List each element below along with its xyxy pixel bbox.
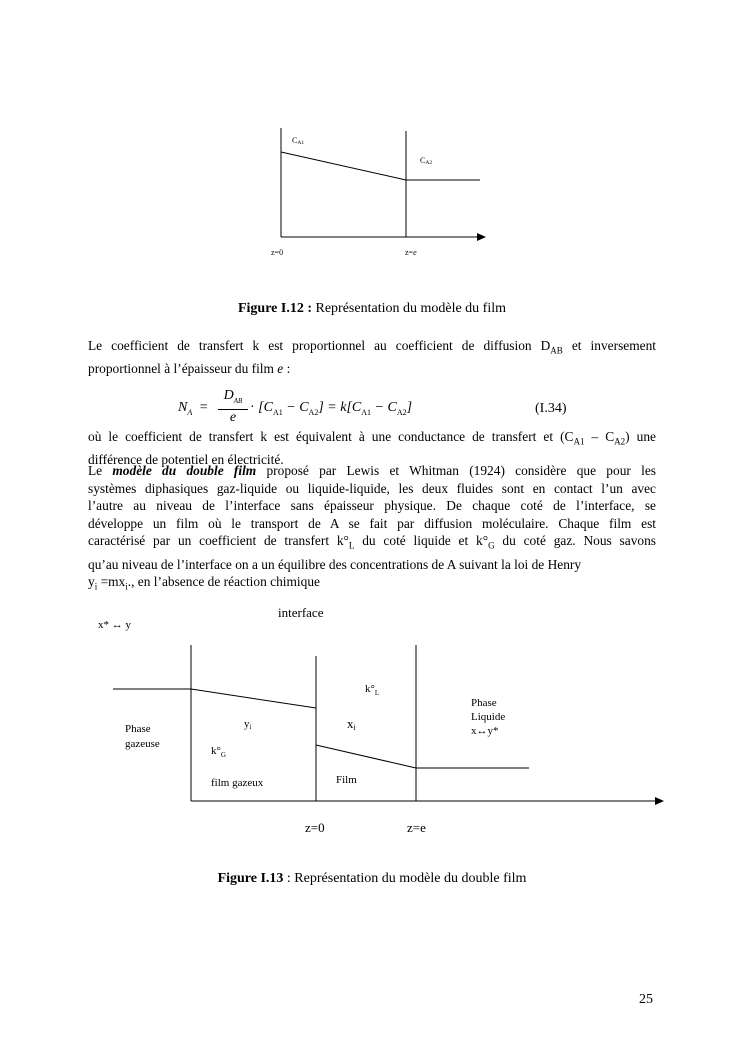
figure-film-model — [0, 0, 744, 300]
label-phase-liq-3: x↔y* — [471, 725, 499, 737]
figure-caption-2: Figure I.13 : Représentation du modèle du double film — [217, 871, 527, 886]
label-z0: z=0 — [271, 248, 284, 257]
label-axis: x* ↔ y — [98, 619, 131, 631]
paragraph-2: où le coefficient de transfert k est équivalent à une conductance de transfert et $(C_{A1} - C_{A2})$ une différence de potentiel en électricité. — [88, 429, 656, 468]
label-kg: $k^\circ_G$ — [211, 745, 226, 759]
label-film: Film — [336, 774, 357, 786]
gas-film-profile — [191, 689, 316, 708]
label-z0-2: z=0 — [305, 820, 325, 835]
label-ze: z=e — [405, 248, 417, 257]
page-number: 25 — [639, 992, 653, 1007]
label-ca1: CA1 — [292, 136, 305, 146]
equation-lhs: $N_A$ = — [178, 400, 208, 417]
x-axis-arrow-2 — [655, 797, 664, 805]
label-film-gas: film gazeux — [211, 777, 264, 789]
equation-fraction: $D_{AB}$ e — [218, 388, 248, 426]
equation-rhs: · $[C_{A1} - C_{A2}] = k[C_{A1} - C_{A2}]$ — [250, 400, 413, 417]
label-phase-liq-1: Phase — [471, 697, 497, 709]
label-ze-2: z=e — [407, 820, 426, 835]
concentration-profile — [281, 152, 406, 180]
label-yi: yi — [244, 718, 252, 731]
liquid-film-profile — [316, 745, 416, 768]
label-xi: xi — [347, 716, 356, 732]
figure-caption-1: Figure I.12 : Représentation du modèle du film — [237, 301, 507, 316]
label-phase-gas-1: Phase — [125, 723, 151, 735]
x-axis-arrow — [477, 233, 486, 241]
label-interface: interface — [278, 605, 324, 620]
paragraph-3: Le modèle du double film proposé par Lewis et Whitman (1924) considère que pour les systèmes diphasiques gaz-liquide ou liquide-liquide, les deux fluides sont en contact l’un avec l’autre au niveau de l’interface sans épaisseur physique. De chaque coté de l’interface, se développe un film où le transport de A se fait par diffusion moléculaire. Chaque film est caractérisé par un coefficient de transfert $k^\circ_L$ du coté liquide et $k^\circ_G$ du coté gaz. Nous savons qu’au niveau de l’interface on a un équilibre des concentrations de A suivant la loi de Henry $y_i =mx_i$., en l’absence de réaction chimique — [88, 463, 656, 592]
label-phase-gas-2: gazeuse — [125, 738, 160, 750]
paragraph-1: Le coefficient de transfert k est proportionnel au coefficient de diffusion $D_{AB}$ et inversement proportionnel à l’épaisseur du film e : — [88, 338, 656, 377]
equation-number: (I.34) — [535, 401, 567, 416]
label-phase-liq-2: Liquide — [471, 711, 506, 723]
label-kl: $k^\circ_L$ — [365, 683, 380, 697]
label-ca2: CA2 — [420, 156, 433, 166]
